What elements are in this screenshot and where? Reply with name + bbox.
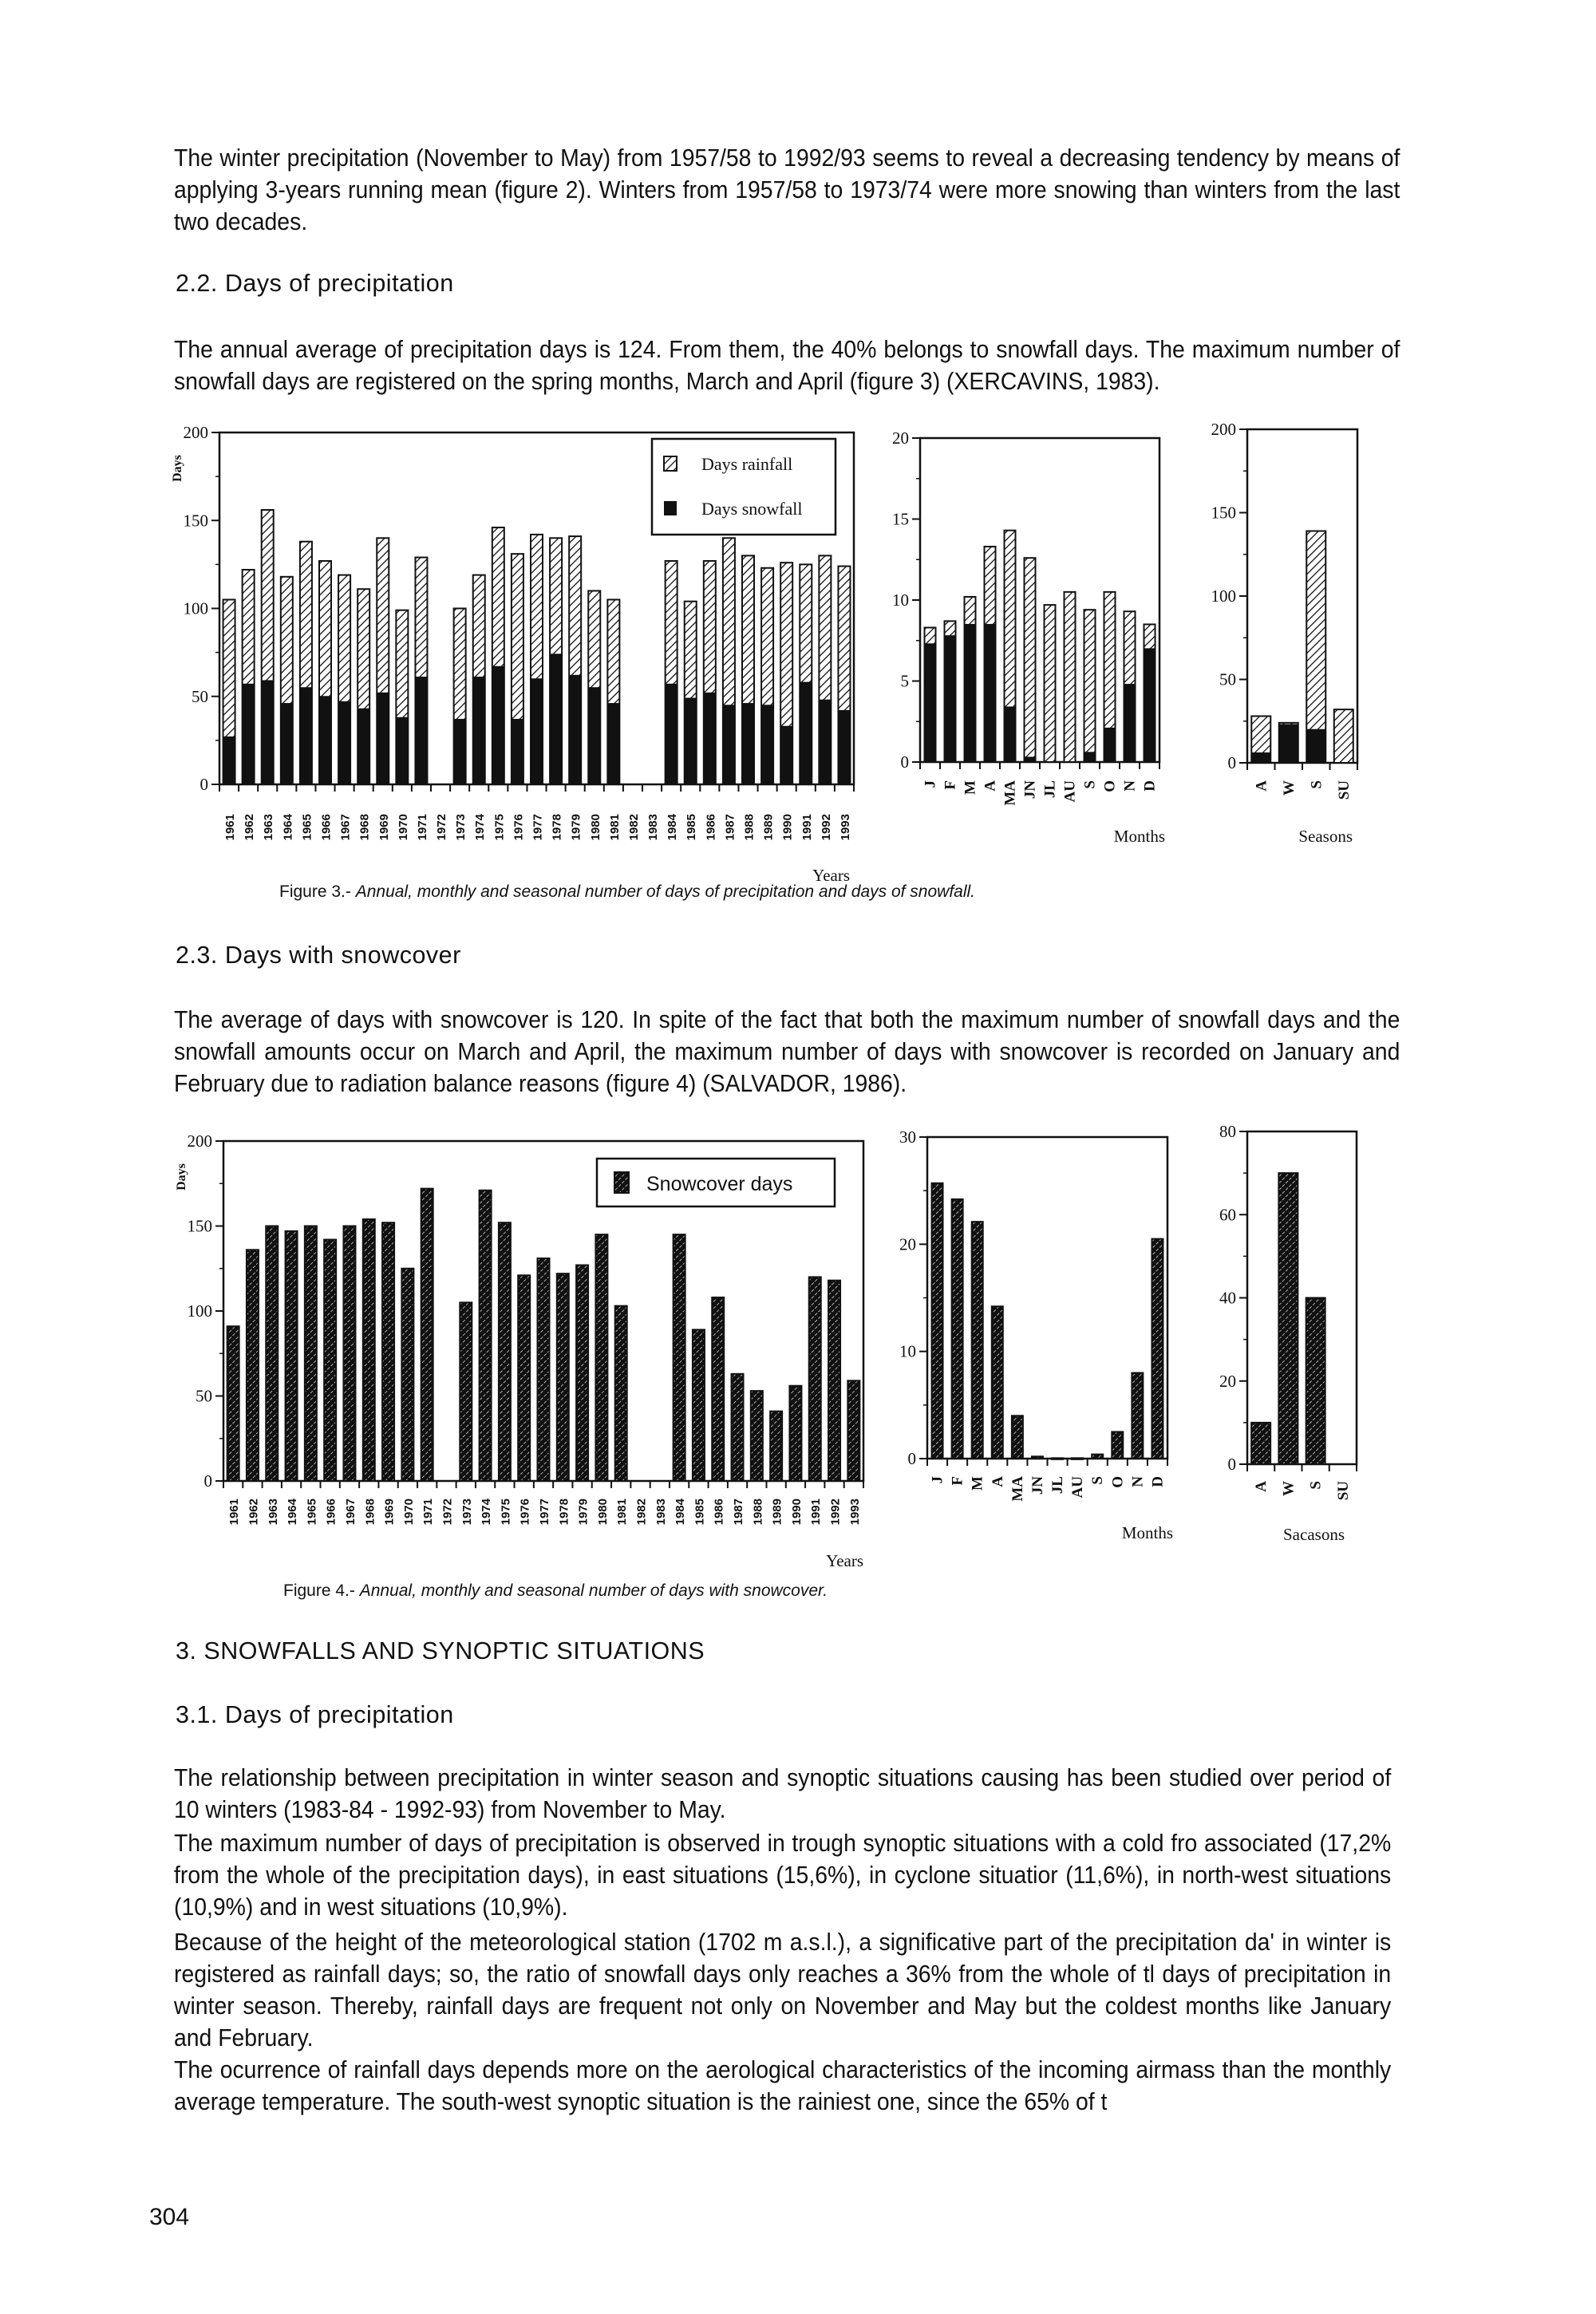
x-tick-label: 1972 xyxy=(440,1499,455,1526)
bar-snowcover xyxy=(576,1265,588,1481)
y-tick-label: 0 xyxy=(200,775,208,794)
x-tick-label: 1992 xyxy=(819,814,833,841)
legend-swatch-snowfall xyxy=(664,501,677,515)
x-tick-label: 1990 xyxy=(789,1499,804,1526)
bar-snowcover xyxy=(1251,1423,1270,1464)
bar-snowcover xyxy=(1152,1239,1163,1459)
legend-swatch-rainfall xyxy=(664,456,677,471)
bar-snowcover xyxy=(1092,1455,1103,1459)
section-2-3-heading: 2.3. Days with snowcover xyxy=(176,942,461,969)
bar-rainfall xyxy=(1306,531,1325,763)
figure-3-caption-label: Figure 3.- xyxy=(279,883,356,901)
legend-label-snowfall: Days snowfall xyxy=(701,499,803,519)
x-tick-label: 1973 xyxy=(460,1499,474,1526)
x-tick-label: 1962 xyxy=(243,814,257,841)
y-tick-label: 0 xyxy=(203,1471,212,1491)
x-tick-label: S xyxy=(1308,780,1325,789)
section-2-3-text: The average of days with snowcover is 120. In spite of the fact that both the maximum number of snowfall days and the snowfall amounts occur on March and April, the maximum number of days with snowcover is recorded on January and February due to radiation balance reasons (figure 4) (SALVADOR, 1986). xyxy=(174,1006,1400,1097)
bar-snowcover xyxy=(952,1199,963,1459)
y-tick-label: 50 xyxy=(196,1386,212,1406)
bar-snowcover xyxy=(518,1275,530,1481)
x-tick-label: 1982 xyxy=(626,814,641,841)
x-tick-label: O xyxy=(1109,1476,1127,1488)
bar-snowfall xyxy=(819,700,831,784)
bar-snowfall xyxy=(704,693,716,784)
bar-snowfall xyxy=(1005,707,1016,762)
section-3-1-paragraph-4: The ocurrence of rainfall days depends more on the aerological characteristics of the incoming airmass than the monthly average temperature. The south-west synoptic situation is the rainiest one, since the 65% of t xyxy=(174,2056,1392,2115)
legend-label-snowcover: Snowcover days xyxy=(646,1173,793,1195)
x-tick-label: 1975 xyxy=(492,814,507,841)
x-tick-label: A xyxy=(1253,780,1270,792)
bar-snowcover xyxy=(809,1277,821,1481)
x-axis-title: Years xyxy=(812,866,850,885)
y-tick-label: 50 xyxy=(192,686,208,706)
bar-snowcover xyxy=(401,1269,413,1481)
bar-snowcover xyxy=(828,1281,840,1481)
bar-snowcover xyxy=(751,1391,763,1481)
x-tick-label: 1988 xyxy=(751,1499,765,1526)
x-tick-label: 1961 xyxy=(223,814,238,841)
x-tick-label: 1986 xyxy=(704,814,718,841)
bar-snowcover xyxy=(421,1189,433,1481)
bar-rainfall xyxy=(1045,605,1056,762)
bar-rainfall xyxy=(1084,610,1096,762)
bar-snowcover xyxy=(1052,1458,1063,1459)
y-tick-label: 150 xyxy=(1211,503,1236,523)
bar-snowfall xyxy=(1084,752,1096,762)
bar-snowfall xyxy=(358,709,369,784)
bar-snowfall xyxy=(415,677,427,784)
bar-snowcover xyxy=(538,1258,550,1481)
x-tick-label: S xyxy=(1081,780,1099,789)
x-tick-label: 1985 xyxy=(685,814,699,841)
legend-label-rainfall: Days rainfall xyxy=(701,454,793,474)
section-3-1-paragraph-2: The maximum number of days of precipitation is observed in trough synoptic situations with a cold fro associated (17,2% from the whole of the precipitation days), in east situations (15,6%), in cyclone situatior (11,6%), in north-west situations (10,9%) and in west situations (10,9%). xyxy=(174,1830,1392,1921)
bar-snowcover xyxy=(1278,1173,1298,1464)
y-tick-label: 60 xyxy=(1219,1205,1236,1225)
bar-snowcover xyxy=(557,1273,569,1481)
x-tick-label: SU xyxy=(1334,1481,1352,1501)
y-tick-label: 100 xyxy=(1211,586,1236,606)
bar-snowcover xyxy=(305,1226,317,1482)
bar-snowcover xyxy=(1132,1373,1143,1459)
x-tick-label: 1993 xyxy=(847,1499,862,1526)
x-tick-label: 1985 xyxy=(693,1499,707,1526)
bar-snowcover xyxy=(1032,1456,1043,1459)
x-tick-label: 1967 xyxy=(338,814,353,841)
x-tick-label: 1961 xyxy=(227,1499,242,1526)
bar-snowfall xyxy=(666,684,678,784)
section-2-2-heading: 2.2. Days of precipitation xyxy=(176,270,454,297)
bar-snowfall xyxy=(512,719,523,784)
bar-snowfall xyxy=(985,624,996,762)
x-axis-title: Sacasons xyxy=(1283,1525,1345,1544)
section-3-1-heading: 3.1. Days of precipitation xyxy=(176,1701,454,1728)
y-tick-label: 40 xyxy=(1219,1288,1236,1308)
bar-rainfall xyxy=(1065,592,1076,762)
bar-snowfall xyxy=(300,688,312,784)
x-axis-title: Months xyxy=(1121,1523,1173,1542)
y-tick-label: 10 xyxy=(892,590,909,610)
x-tick-label: 1964 xyxy=(286,1499,300,1526)
x-tick-label: A xyxy=(982,780,999,792)
y-tick-label: 200 xyxy=(1211,420,1236,439)
bar-snowfall xyxy=(685,698,697,784)
x-tick-label: A xyxy=(1253,1481,1270,1492)
figure-4-annual-chart xyxy=(160,1117,878,1580)
y-tick-label: 20 xyxy=(899,1234,916,1254)
figure-3-monthly-chart xyxy=(862,415,1181,862)
x-tick-label: W xyxy=(1280,1481,1298,1496)
x-tick-label: O xyxy=(1101,780,1119,792)
bar-snowfall xyxy=(1279,725,1298,763)
y-axis-label: Days xyxy=(175,1163,188,1191)
y-tick-label: 10 xyxy=(899,1341,916,1361)
bar-snowfall xyxy=(223,736,235,784)
bar-snowcover xyxy=(770,1412,782,1481)
x-tick-label: 1973 xyxy=(454,814,468,841)
x-tick-label: JL xyxy=(1049,1476,1067,1495)
x-tick-label: JL xyxy=(1041,780,1059,799)
bar-snowfall xyxy=(1025,757,1036,762)
bar-snowcover xyxy=(595,1234,607,1481)
bar-snowfall xyxy=(531,679,543,784)
x-tick-label: 1992 xyxy=(828,1499,843,1526)
x-tick-label: S xyxy=(1307,1481,1325,1490)
x-tick-label: 1970 xyxy=(401,1499,416,1526)
y-tick-label: 0 xyxy=(900,752,909,772)
y-tick-label: 50 xyxy=(1219,669,1236,689)
bar-snowcover xyxy=(847,1380,859,1481)
x-tick-label: MA xyxy=(1001,780,1019,806)
x-tick-label: 1993 xyxy=(838,814,852,841)
x-tick-label: 1976 xyxy=(518,1499,532,1526)
y-tick-label: 100 xyxy=(183,598,208,618)
bar-snowfall xyxy=(607,704,619,784)
x-tick-label: 1989 xyxy=(770,1499,784,1526)
bar-snowcover xyxy=(247,1250,259,1481)
x-tick-label: 1971 xyxy=(415,814,429,841)
bar-snowcover xyxy=(286,1231,298,1481)
x-tick-label: M xyxy=(962,780,979,795)
x-tick-label: F xyxy=(949,1476,966,1486)
x-tick-label: J xyxy=(922,780,939,788)
y-tick-label: 0 xyxy=(907,1449,916,1468)
y-tick-label: 0 xyxy=(1227,753,1236,772)
bar-rainfall xyxy=(1025,558,1036,762)
figure-4-caption xyxy=(283,1581,828,1601)
bar-snowfall xyxy=(1306,729,1325,763)
x-tick-label: SU xyxy=(1335,780,1353,800)
x-tick-label: 1972 xyxy=(435,814,449,841)
y-tick-label: 30 xyxy=(899,1127,916,1147)
x-tick-label: 1970 xyxy=(396,814,410,841)
x-tick-label: A xyxy=(989,1476,1006,1487)
x-tick-label: 1983 xyxy=(646,814,661,841)
bar-snowcover xyxy=(1072,1458,1083,1459)
bar-snowcover xyxy=(712,1297,724,1481)
y-tick-label: 150 xyxy=(187,1216,212,1236)
y-tick-label: 150 xyxy=(183,511,208,531)
plot-frame xyxy=(1247,1131,1357,1464)
bar-snowfall xyxy=(838,710,850,784)
bar-snowcover xyxy=(480,1191,492,1481)
x-tick-label: 1969 xyxy=(377,814,391,841)
bar-snowfall xyxy=(1124,685,1136,762)
y-tick-label: 200 xyxy=(183,423,208,442)
bar-snowcover xyxy=(992,1306,1003,1459)
intro-paragraph: The winter precipitation (November to May) from 1957/58 to 1992/93 seems to reveal a decreasing tendency by means of applying 3-years running mean (figure 2). Winters from 1957/58 to 1973/74 were more snowing than winters from the last two decades. xyxy=(174,144,1400,235)
bar-snowcover xyxy=(1306,1298,1325,1465)
bar-snowfall xyxy=(800,682,812,784)
section-2-2-text: The annual average of precipitation days is 124. From them, the 40% belongs to snowfall days. The maximum number of snowfall days are registered on the spring months, March and April (figure 3) (XERCAVINS, 1983). xyxy=(174,336,1400,395)
x-tick-label: 1987 xyxy=(723,814,737,841)
x-tick-label: S xyxy=(1089,1476,1107,1485)
x-tick-label: 1976 xyxy=(512,814,526,841)
x-axis-title: Months xyxy=(1113,827,1165,846)
x-tick-label: 1981 xyxy=(607,814,622,841)
x-tick-label: 1991 xyxy=(800,814,814,841)
x-tick-label: 1964 xyxy=(281,814,295,841)
x-axis-title: Seasons xyxy=(1298,827,1353,846)
x-tick-label: 1965 xyxy=(305,1499,319,1526)
bar-snowfall xyxy=(319,697,331,784)
x-tick-label: 1962 xyxy=(247,1499,261,1526)
x-tick-label: 1977 xyxy=(538,1499,551,1526)
bar-snowfall xyxy=(925,644,936,762)
bar-snowcover xyxy=(266,1226,278,1482)
bar-snowfall xyxy=(780,726,792,784)
x-tick-label: JN xyxy=(1021,780,1039,800)
x-tick-label: 1971 xyxy=(421,1499,436,1526)
x-tick-label: D xyxy=(1149,1476,1167,1487)
x-tick-label: 1978 xyxy=(550,814,564,841)
bar-snowcover xyxy=(343,1226,355,1482)
x-tick-label: W xyxy=(1280,780,1298,796)
x-tick-label: 1989 xyxy=(761,814,776,841)
bar-snowfall xyxy=(281,704,293,784)
y-tick-label: 15 xyxy=(892,509,909,529)
x-tick-label: MA xyxy=(1009,1476,1026,1502)
x-tick-label: 1981 xyxy=(615,1499,630,1526)
y-tick-label: 80 xyxy=(1219,1122,1236,1141)
x-tick-label: 1988 xyxy=(742,814,757,841)
bar-snowcover xyxy=(1012,1416,1023,1459)
bar-snowcover xyxy=(1112,1431,1123,1459)
figure-4-caption-label: Figure 4.- xyxy=(283,1581,360,1600)
figure-4-caption-text: Annual, monthly and seasonal number of days with snowcover. xyxy=(359,1581,828,1600)
x-tick-label: F xyxy=(942,780,959,790)
bar-snowcover xyxy=(499,1222,511,1481)
legend-box xyxy=(652,439,836,535)
bar-snowcover xyxy=(693,1329,705,1481)
figure-3-caption-text: Annual, monthly and seasonal number of days of precipitation and days of snowfall. xyxy=(355,883,976,901)
bar-rainfall xyxy=(1334,709,1353,763)
bar-snowfall xyxy=(761,705,773,784)
bar-snowfall xyxy=(338,701,350,784)
x-tick-label: 1991 xyxy=(809,1499,824,1526)
bar-snowfall xyxy=(569,675,581,784)
bar-snowcover xyxy=(615,1306,627,1481)
x-tick-label: 1980 xyxy=(595,1499,610,1526)
x-tick-label: 1963 xyxy=(266,1499,280,1526)
x-tick-label: 1969 xyxy=(382,1499,397,1526)
y-tick-label: 200 xyxy=(187,1131,212,1151)
figure-4-monthly-chart xyxy=(870,1117,1189,1564)
y-tick-label: 5 xyxy=(900,671,909,691)
x-tick-label: 1982 xyxy=(634,1499,649,1526)
bar-snowfall xyxy=(1144,649,1156,762)
bar-snowfall xyxy=(945,636,956,762)
bar-snowfall xyxy=(550,654,562,784)
x-tick-label: 1986 xyxy=(712,1499,726,1526)
x-tick-label: J xyxy=(929,1476,946,1484)
bar-snowfall xyxy=(965,624,976,762)
y-tick-label: 20 xyxy=(892,428,909,448)
x-axis-title: Years xyxy=(826,1551,863,1570)
figure-4-seasonal-chart xyxy=(1189,1117,1381,1564)
x-tick-label: 1984 xyxy=(674,1499,688,1526)
bar-snowfall xyxy=(492,666,504,784)
figure-3-annual-chart xyxy=(160,415,862,885)
figure-3-seasonal-chart xyxy=(1189,415,1381,862)
x-tick-label: 1979 xyxy=(576,1499,591,1526)
bar-snowcover xyxy=(324,1240,336,1481)
bar-snowcover xyxy=(789,1386,801,1481)
bar-snowcover xyxy=(227,1326,239,1481)
bar-snowfall xyxy=(1251,752,1270,763)
bar-snowfall xyxy=(262,681,274,784)
x-tick-label: 1965 xyxy=(300,814,314,841)
x-tick-label: M xyxy=(969,1476,986,1491)
bar-snowcover xyxy=(732,1374,744,1481)
bar-snowfall xyxy=(396,717,408,784)
bar-snowcover xyxy=(382,1222,394,1481)
x-tick-label: 1980 xyxy=(588,814,602,841)
legend-swatch-snowcover xyxy=(614,1172,629,1193)
figure-3-caption xyxy=(279,883,975,902)
section-3-1-paragraph-3: Because of the height of the meteorological station (1702 m a.s.l.), a significative part of the precipitation da' in winter is registered as rainfall days; so, the ratio of snowfall days only reaches a 36% from the whole of tl days of precipitation in winter season. Thereby, rainfall days are frequent not only on November and May but the coldest months like January and February. xyxy=(174,1929,1392,2051)
y-tick-label: 0 xyxy=(1227,1455,1236,1474)
x-tick-label: 1968 xyxy=(363,1499,377,1526)
y-tick-label: 20 xyxy=(1219,1371,1236,1391)
bar-snowfall xyxy=(1104,728,1116,762)
bar-snowfall xyxy=(454,719,466,784)
bar-snowfall xyxy=(243,684,255,784)
page-number: 304 xyxy=(149,2204,190,2230)
x-tick-label: 1966 xyxy=(324,1499,338,1526)
bar-snowcover xyxy=(363,1219,375,1481)
x-tick-label: 1975 xyxy=(499,1499,513,1526)
x-tick-label: 1977 xyxy=(531,814,545,841)
x-tick-label: AU xyxy=(1069,1476,1087,1499)
x-tick-label: 1966 xyxy=(319,814,334,841)
bar-snowfall xyxy=(377,693,389,784)
bar-snowfall xyxy=(723,705,735,784)
x-tick-label: D xyxy=(1141,780,1159,792)
x-tick-label: 1974 xyxy=(473,814,488,841)
x-tick-label: N xyxy=(1129,1476,1147,1487)
bar-snowfall xyxy=(473,677,485,784)
bar-snowfall xyxy=(742,704,754,784)
x-tick-label: 1963 xyxy=(262,814,276,841)
x-tick-label: N xyxy=(1121,780,1139,792)
x-tick-label: 1967 xyxy=(343,1499,358,1526)
bar-snowcover xyxy=(932,1183,943,1459)
bar-snowcover xyxy=(460,1302,472,1481)
section-3-1-paragraph-1: The relationship between precipitation in winter season and synoptic situations causing has been studied over period of 10 winters (1983-84 - 1992-93) from November to May. xyxy=(174,1764,1392,1823)
x-tick-label: 1979 xyxy=(569,814,583,841)
x-tick-label: AU xyxy=(1061,780,1079,803)
x-tick-label: 1974 xyxy=(480,1499,494,1526)
x-tick-label: 1978 xyxy=(557,1499,571,1526)
x-tick-label: 1968 xyxy=(358,814,372,841)
x-tick-label: JN xyxy=(1029,1476,1046,1495)
bar-snowcover xyxy=(972,1222,983,1459)
y-axis-label: Days xyxy=(171,455,184,482)
x-tick-label: 1990 xyxy=(780,814,795,841)
x-tick-label: 1987 xyxy=(732,1499,746,1526)
section-3-heading: 3. SNOWFALLS AND SYNOPTIC SITUATIONS xyxy=(176,1637,705,1664)
x-tick-label: 1984 xyxy=(666,814,680,841)
x-tick-label: 1983 xyxy=(654,1499,668,1526)
bar-snowcover xyxy=(674,1234,685,1481)
y-tick-label: 100 xyxy=(187,1301,212,1321)
bar-snowfall xyxy=(588,688,600,784)
